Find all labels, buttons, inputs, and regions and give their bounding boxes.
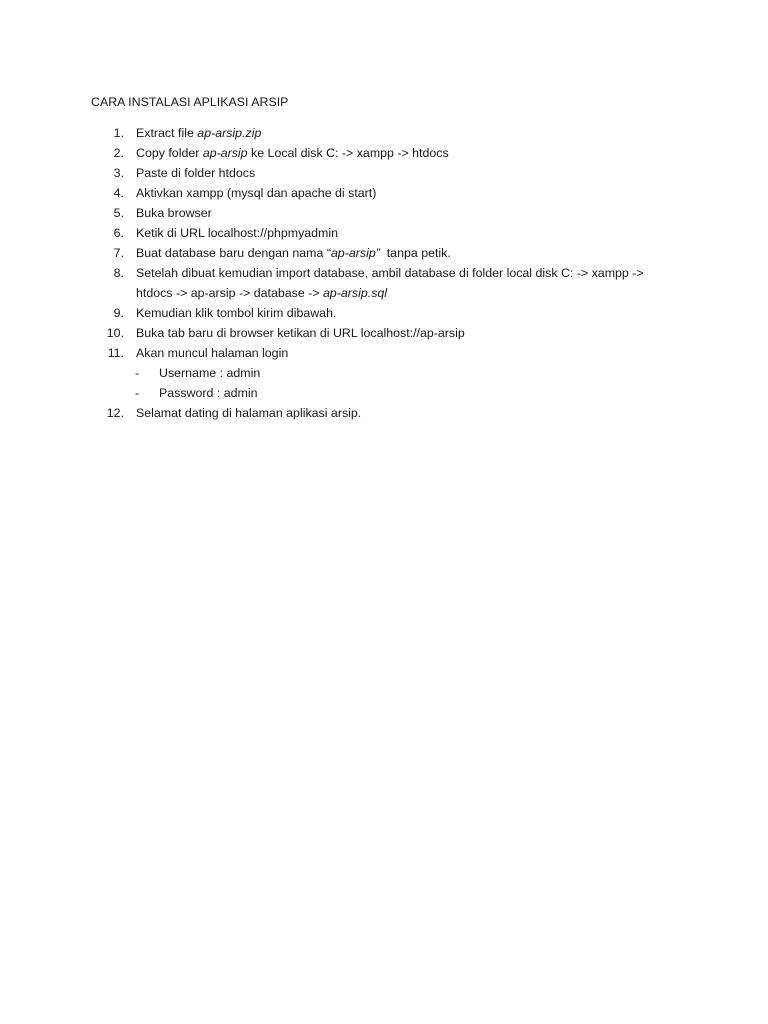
step-text-line-2 <box>136 285 666 305</box>
step-text-plain: Copy folder <box>136 146 203 160</box>
step-text: Ketik di URL localhost://phpmyadmin <box>136 226 339 240</box>
step-text-line-1: Setelah dibuat kemudian import database, ambil database di folder local disk C: -> xampp -> <box>136 266 644 280</box>
step-10 <box>0 325 768 345</box>
step-text: Buka browser <box>136 206 212 220</box>
step-number: 9. <box>113 306 124 320</box>
step-11 <box>0 345 768 365</box>
step-number: 6. <box>113 226 124 240</box>
step-text: Kemudian klik tombol kirim dibawah. <box>136 306 337 320</box>
step-number: 8. <box>113 266 124 280</box>
step-text: Buka tab baru di browser ketikan di URL localhost://ap-arsip <box>136 326 465 340</box>
step-text-plain-after: tanpa petik. <box>379 246 451 260</box>
step-text-plain-after: ke Local disk C: -> xampp -> htdocs <box>247 146 449 160</box>
credential-password <box>0 385 768 405</box>
step-text-italic: ap-arsip.zip <box>197 126 262 140</box>
list-dash: - <box>135 366 140 380</box>
step-number: 11. <box>107 346 124 360</box>
step-number: 2. <box>113 146 124 160</box>
credential-username <box>0 365 768 385</box>
step-text-italic: ap-arsip.sql <box>323 286 388 300</box>
step-text: Selamat dating di halaman aplikasi arsip. <box>136 406 362 420</box>
step-2 <box>0 145 768 165</box>
step-5 <box>0 205 768 225</box>
step-text-plain: htdocs -> ap-arsip -> database -> <box>136 286 323 300</box>
step-12 <box>0 405 768 425</box>
step-text <box>136 265 666 305</box>
step-text <box>136 245 666 261</box>
step-7 <box>0 245 768 265</box>
step-text: Akan muncul halaman login <box>136 346 289 360</box>
step-number: 3. <box>113 166 124 180</box>
step-text <box>136 125 666 141</box>
step-3 <box>0 165 768 185</box>
credentials-list <box>0 365 768 405</box>
step-number: 4. <box>113 186 124 200</box>
step-number: 5. <box>113 206 124 220</box>
login-credentials <box>0 365 768 405</box>
step-8 <box>0 265 768 305</box>
step-text-plain: Extract file <box>136 126 198 140</box>
step-text: Paste di folder htdocs <box>136 166 256 180</box>
step-number: 1. <box>113 126 124 140</box>
document-title: CARA INSTALASI APLIKASI ARSIP <box>91 95 289 109</box>
step-text: Aktivkan xampp (mysql dan apache di start) <box>136 186 377 200</box>
step-number: 7. <box>113 246 124 260</box>
step-1 <box>0 125 768 145</box>
step-text-plain: Buat database baru dengan nama “ <box>136 246 331 260</box>
step-text <box>136 145 666 161</box>
step-4 <box>0 185 768 205</box>
step-6 <box>0 225 768 245</box>
installation-steps <box>0 125 768 425</box>
step-number: 10. <box>106 326 124 340</box>
username-text: Username : admin <box>159 366 261 380</box>
list-dash: - <box>135 386 140 400</box>
step-text-italic: ap-arsip <box>202 146 248 160</box>
password-text: Password : admin <box>159 386 258 400</box>
step-text-italic: ap-arsip” <box>330 246 380 260</box>
step-9 <box>0 305 768 325</box>
step-number: 12. <box>106 406 124 420</box>
